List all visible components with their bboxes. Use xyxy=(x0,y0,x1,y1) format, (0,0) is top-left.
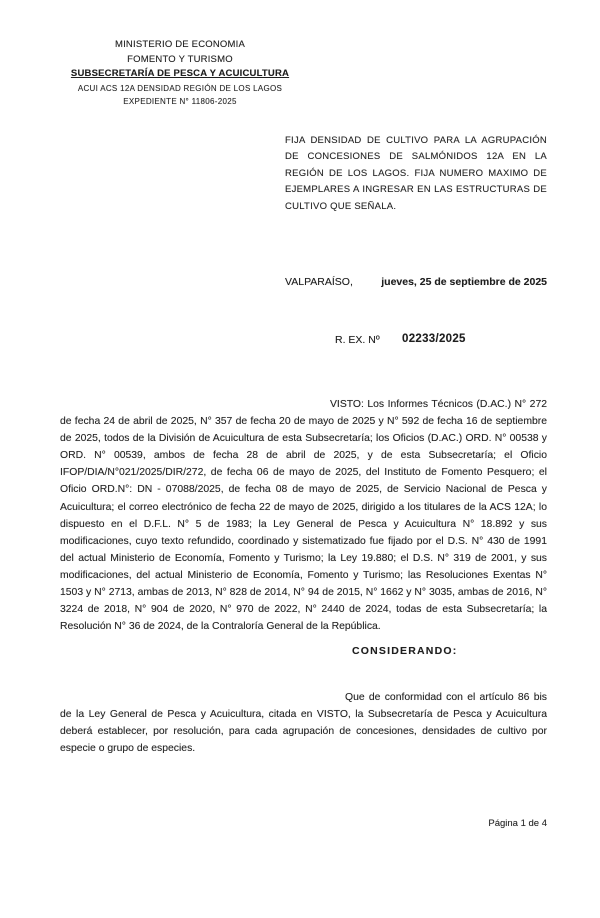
document-title: FIJA DENSIDAD DE CULTIVO PARA LA AGRUPACIÓN DE CONCESIONES DE SALMÓNIDOS 12A EN LA REGIÓN DE LOS LAGOS. FIJA NUMERO MAXIMO DE EJEMPLARES A INGRESAR EN LAS ESTRUCTURAS DE CULTIVO QUE SEÑALA. xyxy=(285,135,547,212)
ministry-header xyxy=(52,38,308,108)
visto-paragraph xyxy=(60,396,547,635)
expediente-subject-line: ACUI ACS 12A DENSIDAD REGIÓN DE LOS LAGOS xyxy=(77,83,283,93)
ministry-name: MINISTERIO DE ECONOMIA xyxy=(114,39,246,50)
resolution-number-row xyxy=(0,334,600,354)
considerando-heading: CONSIDERANDO: xyxy=(352,645,458,657)
page-number: Página 1 de 4 xyxy=(488,818,547,829)
dateline xyxy=(285,276,547,288)
resolution-number-value: 02233/2025 xyxy=(402,333,466,345)
visto-body: Los Informes Técnicos (D.AC.) N° 272 de fecha 24 de abril de 2025, N° 357 de fecha 20 de mayo de 2025 y N° 592 de fecha 16 de septiembre de 2025, todos de la División de Acuicultura de esta Subsecretaría; los Oficios (D.AC.) ORD. N° 00538 y ORD. N° 00539, ambos de fecha 28 de abril de 2025, y de esta Subsecretaría; el Oficio IFOP/DIA/N°021/2025/DIR/272, de fecha 06 de mayo de 2025, del Instituto de Fomento Pesquero; el Oficio ORD.N°: DN - 07088/2025, de fecha 08 de mayo de 2025, de Servicio Nacional de Pesca y Acuicultura; el correo electrónico de fecha 22 de mayo de 2025, dirigido a los titulares de la ACS 12A; lo dispuesto en el D.F.L. N° 5 de 1983; la Ley General de Pesca y Acuicultura N° 18.892 y sus modificaciones, cuyo texto refundido, coordinado y sistematizado fue fijado por el D.S. N° 430 de 1991 del actual Ministerio de Economía, Fomento y Turismo; la Ley 19.880; el D.S. N° 319 de 2001, y sus modificaciones, del actual Ministerio de Economía, Fomento y Turismo; las Resoluciones Exentas N° 1503 y N° 2713, ambas de 2013, N° 828 de 2014, N° 94 de 2015, N° 1662 y N° 3035, ambas de 2016, N° 3224 de 2018, N° 904 de 2020, N° 970 de 2022, N° 2440 de 2024, todas de esta Subsecretaría; la Resolución N° 36 de 2024, de la Contraloría General de la República. xyxy=(60,399,547,633)
considerando-paragraph: Que de conformidad con el artículo 86 bis de la Ley General de Pesca y Acuicultura, citada en VISTO, la Subsecretaría de Pesca y Acuicultura deberá establecer, por resolución, para cada agrupación de concesiones, densidades de cultivo por especie o grupo de especies. xyxy=(60,692,547,755)
dateline-date: jueves, 25 de septiembre de 2025 xyxy=(381,276,547,288)
ministry-subname: FOMENTO Y TURISMO xyxy=(127,53,233,65)
subsecretaria-title: SUBSECRETARÍA DE PESCA Y ACUICULTURA xyxy=(70,68,290,79)
expediente-number-line: EXPEDIENTE N° 11806-2025 xyxy=(123,96,237,106)
visto-lead: VISTO: xyxy=(330,399,364,410)
resolution-number-label: R. EX. Nº xyxy=(335,334,380,346)
dateline-city: VALPARAÍSO, xyxy=(285,276,353,288)
